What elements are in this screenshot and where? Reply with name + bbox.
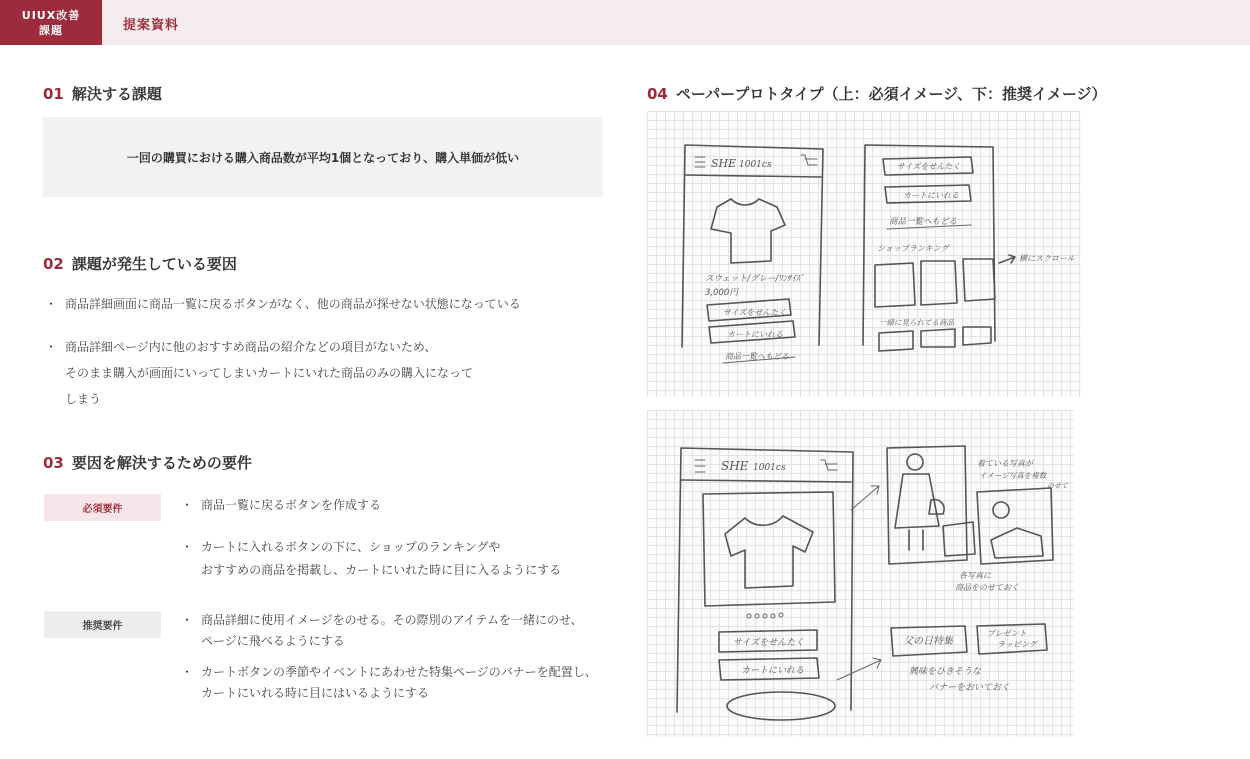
category-tag: [0, 0, 102, 45]
recommended-item-1-line1: 商品詳細に使用イメージをのせる。その際別のアイテムを一緒にのせ、: [201, 613, 583, 627]
sketch-scroll-note: 横にスクロール: [1019, 254, 1075, 263]
sketch-back-button-text: 商品一覧へもどる: [725, 352, 789, 361]
cause-item-1-line1: 商品詳細画面に商品一覧に戻るボタンがなく、他の商品が探せない状態になっている: [65, 297, 521, 311]
section03-title: 要因を解決するための要件: [71, 454, 252, 472]
sketch-brand-size: 1001cs: [753, 463, 786, 473]
book-drawing: [991, 528, 1043, 558]
bullet-dot: ・: [181, 613, 194, 627]
bullet-dot: ・: [45, 340, 58, 354]
paper-prototype-recommended: [647, 410, 1074, 737]
model-figure: [895, 474, 939, 550]
section04-number: 04: [647, 85, 668, 103]
ranking-card-1: [875, 263, 915, 307]
bullet-dot: ・: [181, 498, 194, 512]
sketch-brand-size: 1001cs: [739, 160, 772, 170]
sketch-cart-button-2-text: カートにいれる: [903, 191, 959, 200]
carousel-dots: [779, 613, 783, 617]
bullet-dot: ・: [181, 665, 194, 679]
recommend-cards: [879, 327, 991, 351]
gift-banner-text-2: ラッピング: [997, 640, 1037, 649]
sketch-item-name: スウェット/グレー/ﾜﾝｻｲｽﾞ: [705, 274, 804, 284]
link-note-1: 各写真に: [959, 571, 991, 580]
header-bar: [0, 0, 1250, 45]
required-requirements-label: 必須要件: [44, 494, 161, 521]
hamburger-menu-icon: [695, 157, 705, 167]
cause-item-2-line3: しまう: [65, 392, 102, 406]
cart-icon: [821, 460, 837, 470]
section03-number: 03: [43, 454, 64, 472]
section01-title: 解決する課題: [71, 85, 162, 103]
section02-number: 02: [43, 255, 64, 273]
bullet-dot: ・: [45, 297, 58, 311]
image-note-3: のせて: [1047, 482, 1068, 490]
section01-heading: [43, 83, 162, 104]
problem-statement-box: [43, 117, 603, 197]
sketch-ranking-label: ショップランキング: [877, 244, 949, 253]
tshirt-drawing: [725, 516, 813, 588]
image-note-2: イメージ写真を複数: [979, 471, 1047, 480]
section03-heading: [43, 452, 252, 473]
recommended-item-1-line2: ページに飛べるようにする: [201, 634, 345, 648]
section01-number: 01: [43, 85, 64, 103]
sketch-cart-button-text: カートにいれる: [727, 330, 783, 339]
hamburger-menu-icon: [695, 460, 705, 472]
banner-note-1: 興味をひきそうな: [909, 667, 982, 677]
sketch-price: 3,000円: [705, 288, 738, 298]
section02-title: 課題が発生している要因: [71, 255, 237, 273]
sub-item-photo: [943, 522, 975, 556]
ranking-card-3: [963, 259, 995, 301]
required-item-1-line1: 商品一覧に戻るボタンを作成する: [201, 498, 382, 512]
sketch-back-button-2-text: 商品一覧へもどる: [889, 217, 958, 227]
required-item-2-line2: おすすめの商品を掲載し、カートにいれた時に目に入るようにする: [201, 563, 562, 577]
document-title: 提案資料: [123, 18, 180, 33]
category-tag-line2: 課題: [39, 23, 63, 37]
feature-banner-text: 父の日特集: [903, 636, 953, 647]
paper-prototype-required: [647, 111, 1081, 397]
cart-icon: [801, 155, 817, 165]
sketch-size-button-text: サイズをせんたく: [723, 308, 787, 317]
banner-placeholder: [727, 692, 835, 720]
scroll-arrow-icon: [999, 255, 1015, 263]
sketch-brand: SHE: [711, 157, 737, 170]
arrow-to-banner-icon: [837, 658, 881, 680]
arrow-to-photo-icon: [851, 486, 879, 510]
section04-title: ペーパープロトタイプ（上：必須イメージ、下：推奨イメージ）: [675, 85, 1107, 103]
tshirt-drawing: [711, 199, 785, 263]
section02-heading: [43, 253, 237, 274]
sketch-size-button-2-text: サイズをせんたく: [897, 162, 961, 171]
ranking-card-2: [921, 261, 957, 305]
problem-statement: 一回の購買における購入商品数が平均1個となっており、購入単価が低い: [126, 150, 520, 165]
cause-item-2-line2: そのまま購入が画面にいってしまいカートにいれた商品のみの購入になって: [65, 366, 474, 380]
recommended-item-2-line1: カートボタンの季節やイベントにあわせた特集ページのバナーを配置し、: [201, 665, 597, 679]
image-note-1: 着ている写真が: [977, 459, 1033, 468]
product-image-frame: [703, 492, 835, 606]
sketch-recommended-drawing: [647, 410, 1074, 737]
banner-note-2: バナーをおいておく: [929, 683, 1011, 693]
recommended-requirements-label: 推奨要件: [44, 611, 161, 638]
sketch-cart-button-text: カートにいれる: [741, 666, 805, 676]
recommended-item-2-line2: カートにいれる時に目にはいるようにする: [201, 686, 430, 700]
sketch-size-button-text: サイズをせんたく: [733, 638, 805, 648]
section04-heading: [647, 83, 1107, 104]
sketch-required-drawing: [647, 111, 1081, 397]
required-item-2-line1: カートに入れるボタンの下に、ショップのランキングや: [201, 540, 501, 554]
bullet-dot: ・: [181, 540, 194, 554]
gift-banner-text-1: プレゼント: [987, 629, 1027, 638]
link-note-2: 商品をのせておく: [955, 583, 1019, 592]
usage-photo-2-frame: [977, 488, 1053, 564]
cause-item-2-line1: 商品詳細ページ内に他のおすすめ商品の紹介などの項目がないため、: [65, 340, 437, 354]
model-head: [907, 454, 923, 470]
sketch-brand: SHE: [721, 459, 749, 473]
category-tag-line1: UIUX改善: [21, 8, 81, 22]
sketch-recommend-label: 一緒に見られてる商品: [879, 318, 954, 327]
